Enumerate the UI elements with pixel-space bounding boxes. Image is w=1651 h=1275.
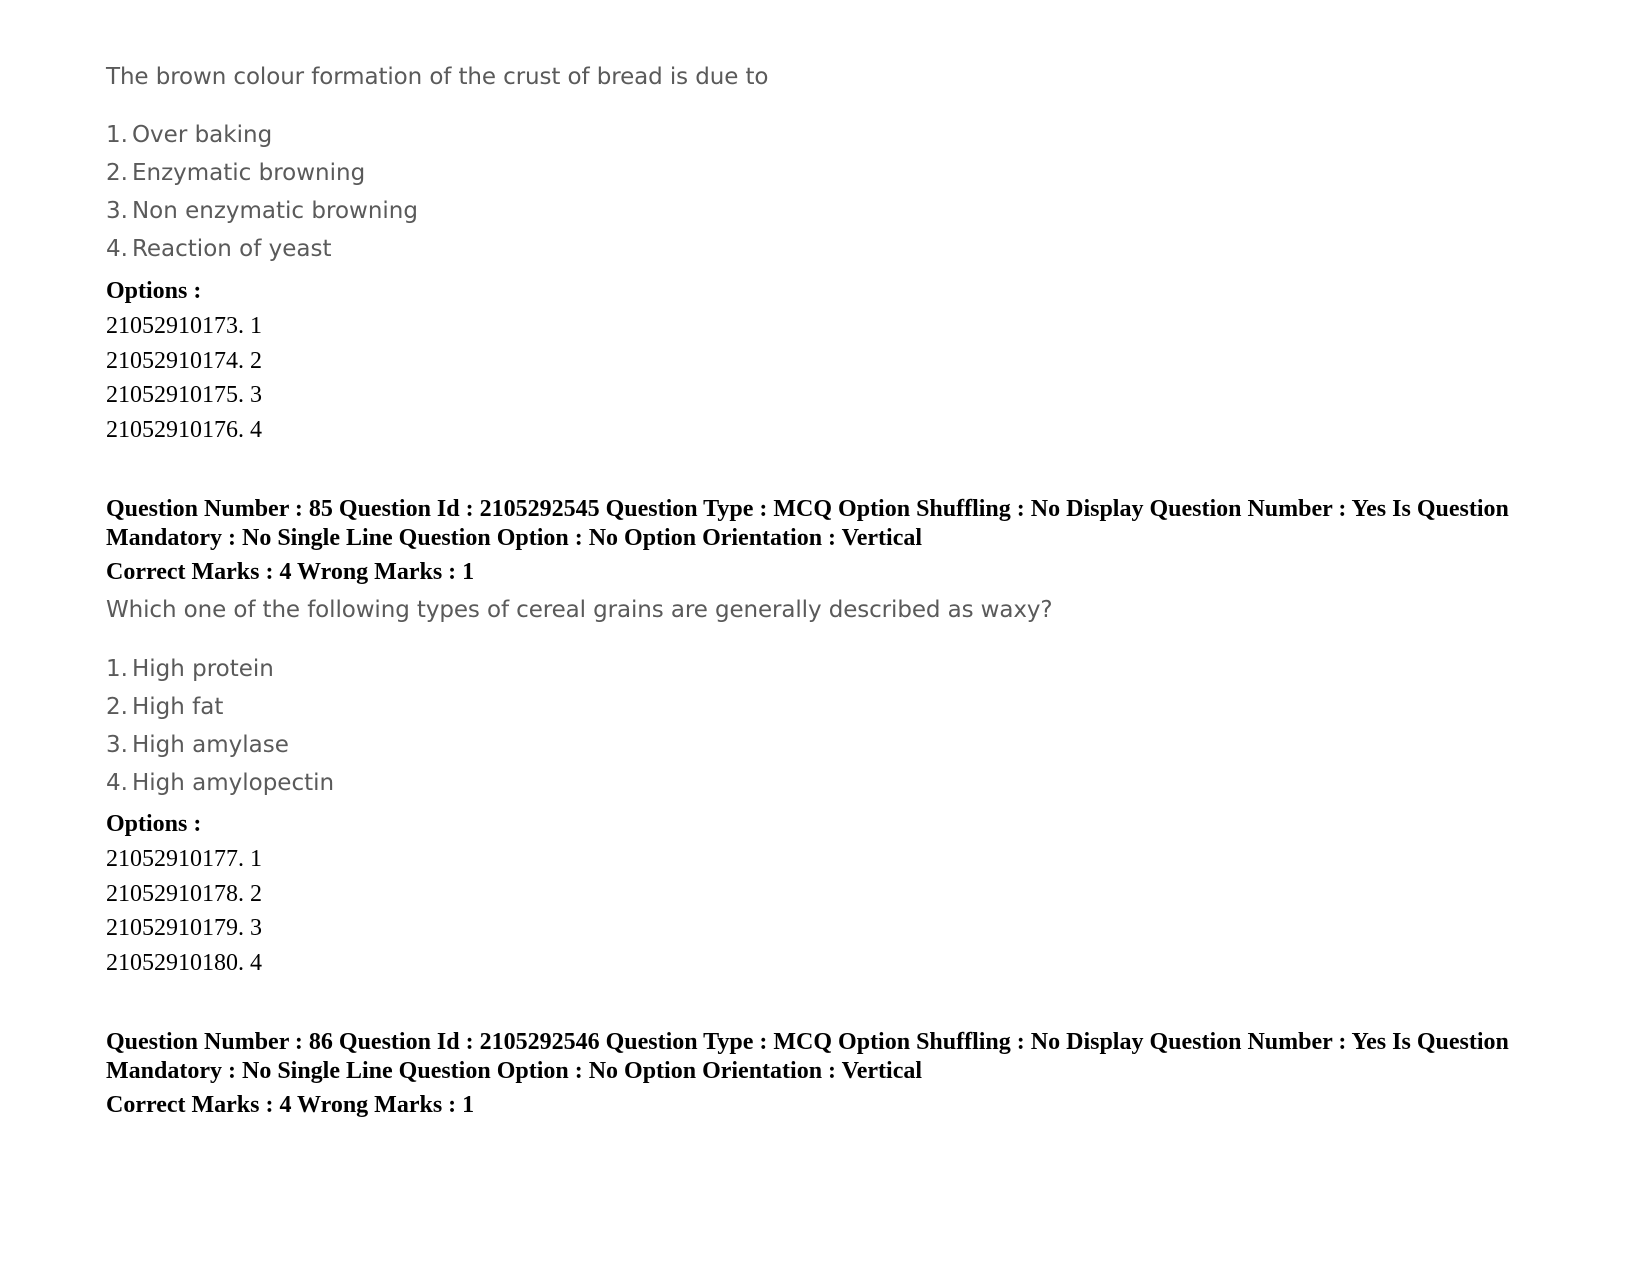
choice-number: 4. — [106, 770, 128, 796]
option-id-line: 21052910179. 3 — [106, 915, 262, 941]
choice-item — [100, 764, 334, 802]
question-84-text: The brown colour formation of the crust of bread is due to — [106, 64, 769, 90]
choice-number: 4. — [106, 236, 128, 262]
choice-number: 1. — [106, 656, 128, 682]
question-85-text: Which one of the following types of cereal grains are generally described as waxy? — [106, 597, 1053, 623]
question-86-meta: Question Number : 86 Question Id : 2105292546 Question Type : MCQ Option Shuffling : No Display Question Number : Yes Is Question Mandatory : No Single Line Question Option : No Option Orientation : Vertical — [106, 1029, 1509, 1084]
choice-label: High amylase — [131, 732, 289, 758]
options-heading: Options : — [106, 811, 202, 837]
choice-label: Over baking — [131, 122, 273, 148]
choice-number: 2. — [106, 694, 128, 720]
question-84-options — [106, 309, 262, 447]
question-86-marks: Correct Marks : 4 Wrong Marks : 1 — [106, 1092, 475, 1118]
choice-number: 3. — [106, 732, 128, 758]
choice-label: High amylopectin — [131, 770, 335, 796]
choice-label: High protein — [131, 656, 274, 682]
choice-item — [100, 650, 334, 688]
option-id-line: 21052910176. 4 — [106, 416, 262, 443]
choice-number: 3. — [106, 198, 128, 224]
option-id-line: 21052910175. 3 — [106, 382, 262, 408]
options-heading: Options : — [106, 278, 202, 304]
option-id-line: 21052910177. 1 — [106, 846, 262, 872]
option-id-line: 21052910174. 2 — [106, 347, 262, 374]
choice-item — [100, 726, 334, 764]
choice-number: 2. — [106, 160, 128, 186]
option-id-line: 21052910178. 2 — [106, 880, 262, 907]
question-85-options — [106, 842, 262, 980]
choice-label: High fat — [131, 694, 224, 720]
choice-item — [100, 154, 418, 192]
question-85-meta: Question Number : 85 Question Id : 2105292545 Question Type : MCQ Option Shuffling : No Display Question Number : Yes Is Question Mandatory : No Single Line Question Option : No Option Orientation : Vertical — [106, 496, 1509, 551]
choice-label: Enzymatic browning — [131, 160, 366, 186]
choice-item — [100, 192, 418, 230]
choice-label: Non enzymatic browning — [131, 198, 418, 224]
question-85-marks: Correct Marks : 4 Wrong Marks : 1 — [106, 559, 475, 585]
option-id-line: 21052910180. 4 — [106, 949, 262, 976]
choice-item — [100, 688, 334, 726]
choice-label: Reaction of yeast — [131, 236, 332, 262]
choice-item — [100, 230, 418, 268]
question-84-choices — [100, 116, 418, 268]
choice-number: 1. — [106, 122, 128, 148]
choice-item — [100, 116, 418, 154]
option-id-line: 21052910173. 1 — [106, 313, 262, 339]
question-85-choices — [100, 650, 334, 802]
